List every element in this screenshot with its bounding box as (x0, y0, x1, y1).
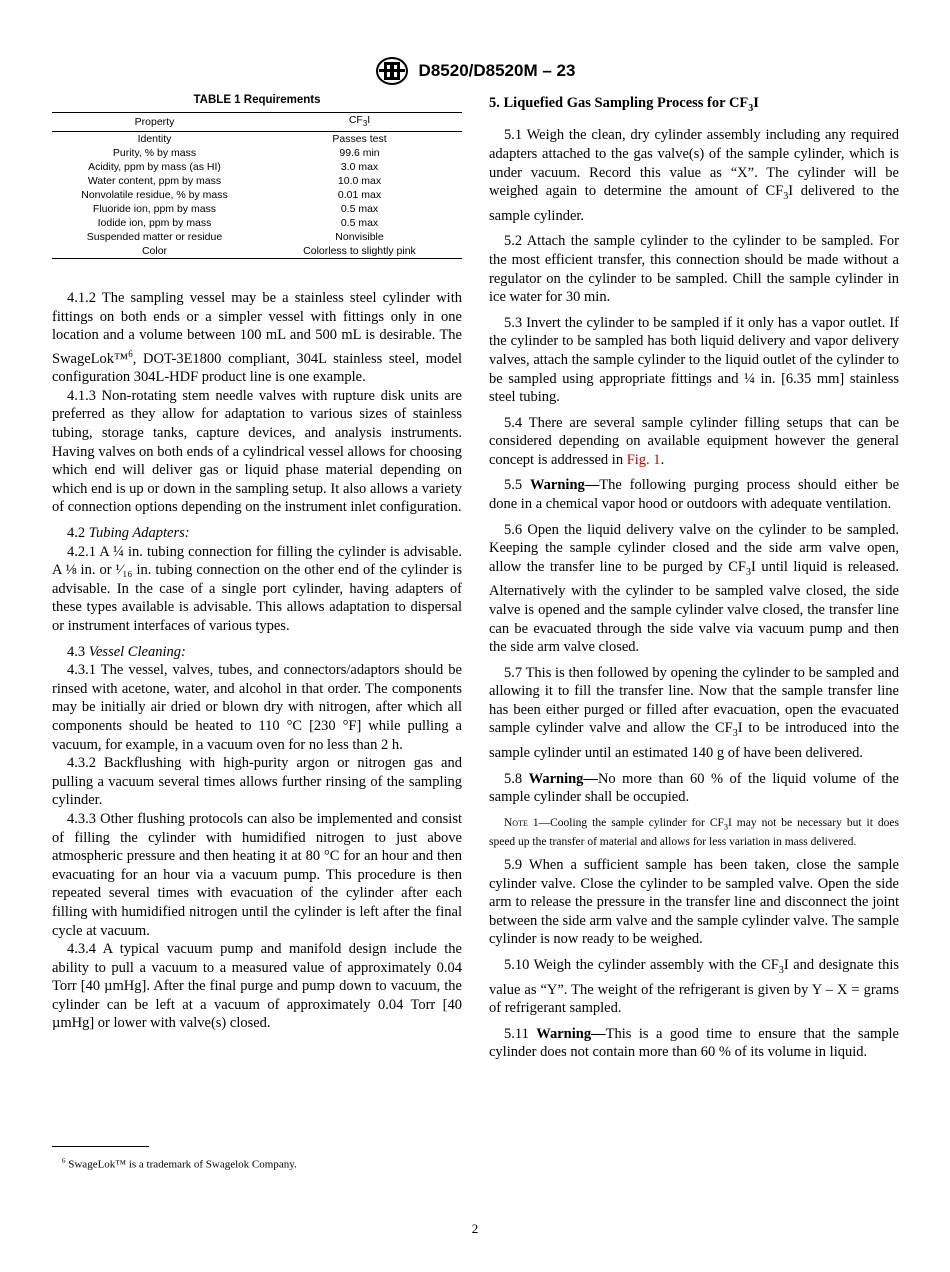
requirement-cell: Nonvisible (335, 231, 384, 244)
paragraph-5-10: 5.10 Weigh the cylinder assembly with the $CF_3I$ and designate this value as “Y”. The weight of the refrigerant is given by Y – X = grams of refrigerant sampled. (489, 957, 899, 1017)
note-1: Note 1—Cooling the sample cylinder for $CF_3I$ may not be necessary but it does speed up the transfer of material and allows for less variation in mass delivered. (489, 816, 899, 848)
section-5-title: 5. Liquefied Gas Sampling Process for $CF_3I$ (489, 95, 759, 114)
paragraph-5-8: 5.8 Warning—No more than 60 % of the liquid volume of the sample cylinder shall be occupied. (489, 770, 899, 806)
paragraph-4-3-2: 4.3.2 Backflushing with high-purity argon or nitrogen gas and pulling a vacuum several times allows further rinsing of the sampling cylinder. (52, 755, 462, 809)
paragraph-5-9: 5.9 When a sufficient sample has been taken, close the sample cylinder valve. Close the cylinder to be sampled valve. Open the side arm to release the pressure in the transfer line and disconnect the joint between the side arm valve and the sample cylinder valve. The sample cylinder is now ready to be weighed. (489, 857, 899, 948)
property-cell: Identity (137, 133, 172, 146)
table-row (52, 202, 462, 216)
column-header-property: Property (52, 113, 257, 132)
property-cell: Iodide ion, ppm by mass (97, 217, 212, 230)
paragraph-5-3: 5.3 Invert the cylinder to be sampled if it only has a vapor outlet. If the cylinder to be sampled has both liquid delivery and vapor delivery valves, attach the sample cylinder to the liquid outlet of the cylinder to be sampled using appropriate fittings and ¼ in. [6.35 mm] stainless steel tubing. (489, 314, 899, 406)
paragraph-4-1-3: 4.1.3 Non-rotating stem needle valves with rupture disk units are preferred as they allow for adaptation to various sizes of stainless tubing, storage tanks, capture devices, and analysis instruments. Having valves on both ends of a cylindrical vessel allows for choosing which end will deliver gas or liquid phase material depending on which end is up or down in the sampling setup. It also allows a variety of connection options depending on the instrument inlet configuration. (52, 387, 462, 516)
page-header (0, 56, 950, 86)
table-row (52, 160, 462, 174)
property-cell: Suspended matter or residue (86, 231, 223, 244)
requirement-cell: Colorless to slightly pink (303, 245, 416, 258)
heading-4-2: 4.2 Tubing Adapters: (67, 525, 190, 542)
requirement-cell: 0.5 max (340, 217, 379, 230)
paragraph-4-3-3: 4.3.3 Other flushing protocols can also be implemented and consist of filling the cylinder with humidified nitrogen to just above atmospheric pressure and then heating it at 80 °C for an hour and then evacuating for an hour via a vacuum pump. This procedure is then repeated several times with evacuation of the cylinder after each filling with humidified nitrogen until the cylinder is left after the final cycle at vacuum. (52, 810, 462, 939)
paragraph-5-11: 5.11 Warning—This is a good time to ensure that the sample cylinder does not contain more than 60 % of its volume in liquid. (489, 1025, 899, 1061)
table-row (52, 188, 462, 202)
paragraph-4-3-1: 4.3.1 The vessel, valves, tubes, and connectors/adaptors should be rinsed with acetone, water, and alcohol in that order. The components may be initially air dried or blown dry with nitrogen, after which all components should be heated to 110 °C [230 °F] while pulling a vacuum, for example, in a vacuum oven for no less than 2 h. (52, 662, 462, 753)
footnote-6: $^6$ SwageLok™ is a trademark of Swagelok Company. (62, 1157, 297, 1171)
paragraph-4-2-1: 4.2.1 A ¼ in. tubing connection for filling the cylinder is advisable. A ⅛ in. or ¹⁄₁₆ in. tubing connection on the other end of the cylinder is advisable. In the case of a single port cylinder, having adapters of these types available is advisable. This allows adaptation to dispersal or instrument interfaces of various types. (52, 543, 462, 635)
document-id: D8520/D8520M – 23 (418, 61, 576, 80)
paragraph-4-3-4: 4.3.4 A typical vacuum pump and manifold design include the ability to pull a vacuum to a measured value of approximately 0.04 Torr [40 µmHg]. After the final purge and pump down to vacuum, the cylinder can be left at a vacuum of approximately 0.04 Torr [40 µmHg] or lower with valve(s) closed. (52, 941, 462, 1032)
table-row (52, 216, 462, 230)
table-title: TABLE 1 Requirements (193, 94, 321, 106)
property-cell: Color (141, 245, 168, 258)
requirements-table (52, 112, 462, 259)
figure-1-link[interactable]: Fig. 1 (626, 451, 661, 468)
table-row (52, 132, 462, 147)
property-cell: Water content, ppm by mass (87, 175, 222, 188)
property-cell: Fluoride ion, ppm by mass (92, 203, 217, 216)
property-cell: Acidity, ppm by mass (as HI) (88, 161, 221, 174)
paragraph-5-5: 5.5 Warning—The following purging process should either be done in a chemical vapor hood or outdoors with adequate ventilation. (489, 477, 900, 513)
paragraph-5-7: 5.7 This is then followed by opening the cylinder to be sampled and allowing it to fill the transfer line. Now that the sample transfer line has been either purged or filled after evacuation, open the evacuated sample cylinder valve and allow the $CF_3I$ to be introduced into the sample cylinder until an estimated 140 g of have been delivered. (489, 664, 900, 761)
footnote-divider (52, 1146, 149, 1147)
property-cell: Nonvolatile residue, % by mass (81, 189, 228, 202)
paragraph-5-4: 5.4 There are several sample cylinder filling setups that can be considered depending on available equipment however the general concept is addressed in Fig. 1. (489, 414, 899, 468)
paragraph-4-1-2: 4.1.2 The sampling vessel may be a stainless steel cylinder with fittings on both ends or a simpler vessel with fittings only in one location and a volume between 100 mL and 500 mL is desirable. The SwageLok™$^6$, DOT-3E1800 compliant, 304L stainless steel, model configuration 304L-HDF product line is one example. (52, 290, 462, 386)
table-row (52, 174, 462, 188)
paragraph-5-6: 5.6 Open the liquid delivery valve on the cylinder to be sampled. Keeping the sample cylinder closed and the side arm valve open, allow the transfer line to be purged by $CF_3I$ until liquid is released. Alternatively with the cylinder to be sampled valve closed, the side valve is opened and the sample cylinder valve closed, the transfer line can be evacuated through the side valve via vacuum pump and then the side arm valve closed. (489, 521, 899, 656)
requirement-cell: 0.01 max (337, 189, 382, 202)
page-number: 2 (471, 1221, 479, 1236)
table-row (52, 146, 462, 160)
heading-4-3: 4.3 Vessel Cleaning: (67, 643, 186, 660)
requirement-cell: 0.5 max (340, 203, 379, 216)
astm-logo-icon (375, 56, 409, 86)
requirement-cell: 3.0 max (340, 161, 379, 174)
right-column (489, 94, 899, 1062)
table-row (52, 244, 462, 259)
requirement-cell: Passes test (332, 133, 387, 146)
table-row (52, 230, 462, 244)
column-header-cf3i: $CF_3I$ (257, 113, 462, 132)
left-column (52, 94, 462, 1033)
property-cell: Purity, % by mass (112, 147, 197, 160)
table-header-row (52, 113, 462, 132)
paragraph-5-2: 5.2 Attach the sample cylinder to the cylinder to be sampled. For the most efficient transfer, this connection should be made without a regulator on the cylinder to be sampled. Chill the sample cylinder in ice water for 30 min. (489, 233, 899, 306)
requirement-cell: 99.6 min (339, 147, 380, 160)
paragraph-5-1: 5.1 Weigh the clean, dry cylinder assembly including any required adapters attached to the gas valve(s) of the sample cylinder, which is under vacuum. Record this value as “X”. The cylinder will be weighed again to determine the amount of $CF_3I$ delivered to the sample cylinder. (489, 127, 899, 224)
requirement-cell: 10.0 max (337, 175, 382, 188)
